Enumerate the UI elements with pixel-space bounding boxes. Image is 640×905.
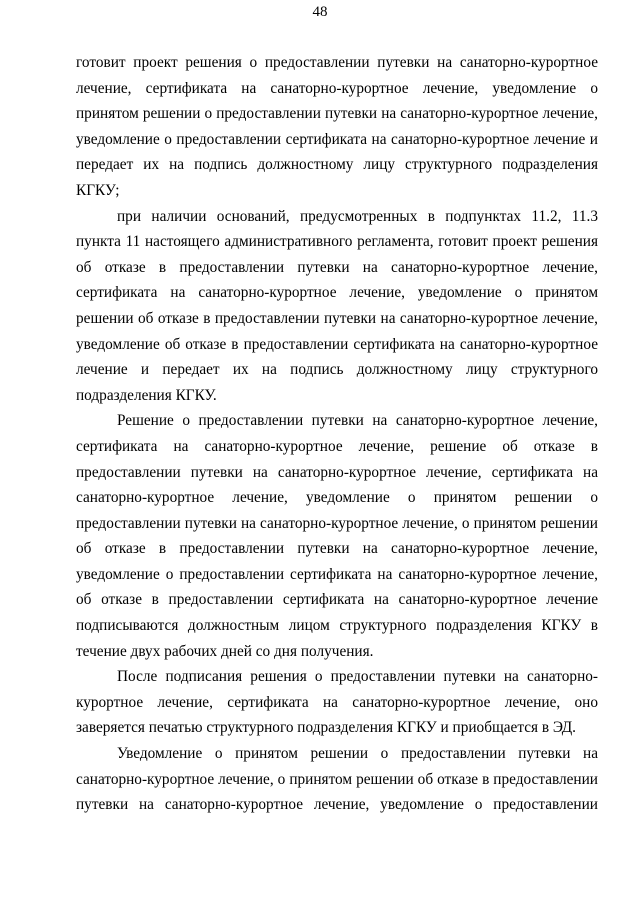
paragraph-signing: Решение о предоставлении путевки на санаторно-курортное лечение, сертификата на санаторно-курортное лечение, решение об отказе в предоставлении путевки на санаторно-курортное лечение, сертификата на санаторно-курортное лечение, уведомление о принятом решении о предоставлении путевки на санаторно-курортное лечение, о принятом решении об отказе в предоставлении путевки на санаторно-курортное лечение, уведомление о предоставлении сертификата на санаторно-курортное лечение, об отказе в предоставлении сертификата на санаторно-курортное лечение подписываются должностным лицом структурного подразделения КГКУ в течение двух рабочих дней со дня получения. <box>76 412 598 660</box>
paragraph-notification: Уведомление о принятом решении о предоставлении путевки на санаторно-курортное лечение, о принятом решении об отказе в предоставлении путевки на санаторно-курортное лечение, уведомление о предоставлении <box>76 745 598 814</box>
paragraph-continued: готовит проект решения о предоставлении путевки на санаторно-курортное лечение, сертификата на санаторно-курортное лечение, уведомление о принятом решении о предоставлении путевки на санаторно-курортное лечение, уведомление о предоставлении сертификата на санаторно-курортное лечение и передает их на подпись должностному лицу структурного подразделения КГКУ; <box>76 54 598 199</box>
paragraph-seal: После подписания решения о предоставлении путевки на санаторно-курортное лечение, сертификата на санаторно-курортное лечение, оно заверяется печатью структурного подразделения КГКУ и приобщается в ЭД. <box>76 668 598 737</box>
page-number: 48 <box>312 4 328 20</box>
paragraph-refusal-grounds: при наличии оснований, предусмотренных в подпунктах 11.2, 11.3 пункта 11 настоящего административного регламента, готовит проект решения об отказе в предоставлении путевки на санаторно-курортное лечение, сертификата на санаторно-курортное лечение, уведомление о принятом решении об отказе в предоставлении путевки на санаторно-курортное лечение, уведомление об отказе в предоставлении сертификата на санаторно-курортное лечение и передает их на подпись должностному лицу структурного подразделения КГКУ. <box>76 207 598 404</box>
document-body <box>76 50 598 818</box>
